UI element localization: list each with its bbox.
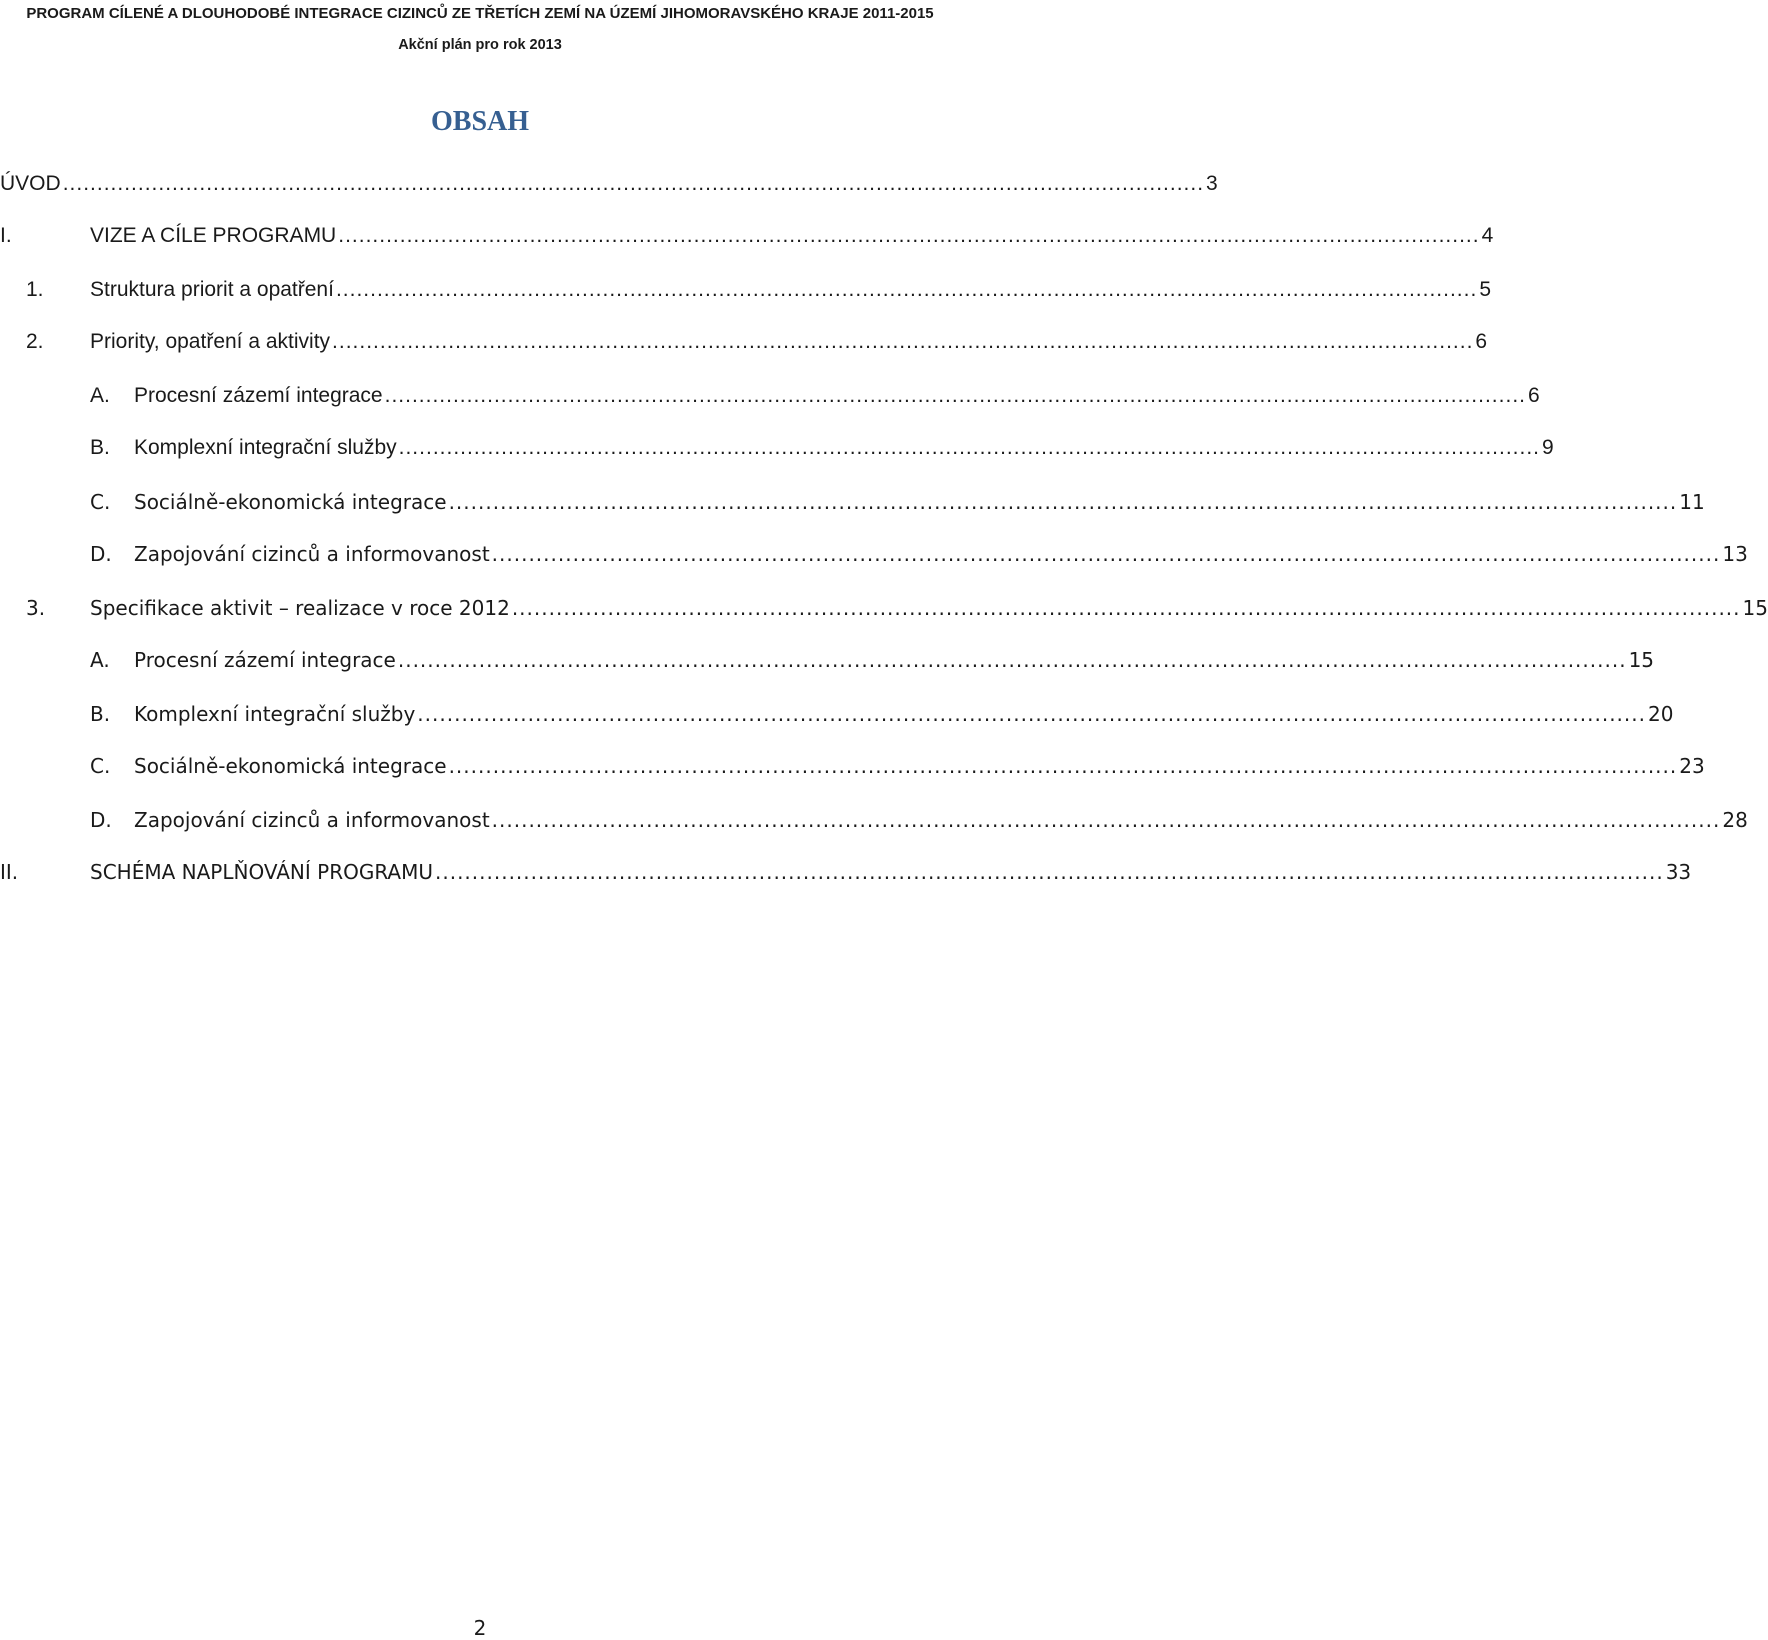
toc-leader-dots: ....................................................................................................................................................................... xyxy=(448,754,1678,778)
toc-entry-title: Procesní zázemí integrace xyxy=(134,380,385,412)
toc-entry-page: 6 xyxy=(1526,380,1540,412)
toc-entry-procesni-2[interactable] xyxy=(0,644,1655,676)
toc-entry-number: 2. xyxy=(26,330,44,353)
toc-entry-number: C. xyxy=(90,754,111,778)
toc-entry-zapojovani-2[interactable] xyxy=(0,804,1748,836)
toc-entry-title: Struktura priorit a opatření xyxy=(90,274,336,306)
toc-entry-page: 13 xyxy=(1720,538,1747,570)
toc-entry-socialne-1[interactable] xyxy=(0,486,1705,518)
toc-leader-dots: ....................................................................................................................................................................... xyxy=(448,490,1678,514)
running-header-title: PROGRAM CÍLENÉ A DLOUHODOBÉ INTEGRACE CIZINCŮ ZE TŘETÍCH ZEMÍ NA ÚZEMÍ JIHOMORAVSKÉHO KRAJE 2011-2015 xyxy=(26,5,934,22)
toc-entry-title: Zapojování cizinců a informovanost xyxy=(134,804,492,836)
toc-entry-schema[interactable] xyxy=(0,856,1692,888)
toc-leader-dots: ....................................................................................................................................................................... xyxy=(62,172,1205,195)
toc-entry-number: 1. xyxy=(26,278,44,301)
toc-entry-page: 15 xyxy=(1741,592,1768,624)
toc-entry-zapojovani-1[interactable] xyxy=(0,538,1748,570)
toc-entry-priority[interactable] xyxy=(0,326,1488,358)
toc-entry-uvod[interactable] xyxy=(0,168,1218,200)
toc-leader-dots: ....................................................................................................................................................................... xyxy=(417,702,1646,726)
toc-leader-dots: ....................................................................................................................................................................... xyxy=(398,436,1540,459)
toc-leader-dots: ....................................................................................................................................................................... xyxy=(397,648,1627,672)
toc-entry-page: 33 xyxy=(1664,856,1691,888)
toc-leader-dots: ....................................................................................................................................................................... xyxy=(491,808,1721,832)
toc-entry-socialne-2[interactable] xyxy=(0,750,1705,782)
toc-entry-title: Sociálně-ekonomická integrace xyxy=(134,750,449,782)
toc-entry-title: SCHÉMA NAPLŇOVÁNÍ PROGRAMU xyxy=(90,856,435,888)
running-header-subtitle: Akční plán pro rok 2013 xyxy=(398,37,562,53)
toc-leader-dots: ....................................................................................................................................................................... xyxy=(384,384,1526,407)
toc-entry-number: A. xyxy=(90,648,110,672)
toc-leader-dots: ....................................................................................................................................................................... xyxy=(332,330,1474,353)
toc-entry-title: VIZE A CÍLE PROGRAMU xyxy=(90,220,338,252)
toc-entry-vize[interactable] xyxy=(0,220,1494,252)
toc-entry-page: 11 xyxy=(1677,486,1704,518)
toc-entry-number: 3. xyxy=(26,596,46,620)
toc-entry-page: 6 xyxy=(1473,326,1487,358)
toc-entry-page: 4 xyxy=(1480,220,1494,252)
toc-entry-specifikace[interactable] xyxy=(0,592,1768,624)
toc-leader-dots: ....................................................................................................................................................................... xyxy=(338,224,1480,247)
toc-entry-procesni-1[interactable] xyxy=(0,380,1540,412)
toc-entry-title: Procesní zázemí integrace xyxy=(134,644,398,676)
toc-entry-number: B. xyxy=(90,702,111,726)
page-number: 2 xyxy=(473,1616,487,1640)
toc-entry-komplexni-2[interactable] xyxy=(0,698,1674,730)
toc-entry-page: 3 xyxy=(1204,168,1218,200)
toc-entry-page: 20 xyxy=(1646,698,1673,730)
toc-entry-number: C. xyxy=(90,490,111,514)
toc-entry-title: Komplexní integrační služby xyxy=(134,698,417,730)
toc-entry-page: 5 xyxy=(1477,274,1491,306)
toc-entry-number: I. xyxy=(0,224,12,247)
toc-entry-number: A. xyxy=(90,384,110,407)
toc-entry-page: 28 xyxy=(1720,804,1747,836)
toc-entry-title: Komplexní integrační služby xyxy=(134,432,399,464)
toc-leader-dots: ....................................................................................................................................................................... xyxy=(335,278,1478,301)
toc-leader-dots: ....................................................................................................................................................................... xyxy=(435,860,1664,884)
toc-entry-title: Specifikace aktivit – realizace v roce 2012 xyxy=(90,592,512,624)
toc-entry-title: ÚVOD xyxy=(0,168,63,200)
toc-entry-number: B. xyxy=(90,436,110,459)
toc-entry-title: Zapojování cizinců a informovanost xyxy=(134,538,492,570)
toc-entry-number: D. xyxy=(90,808,112,832)
toc-leader-dots: ....................................................................................................................................................................... xyxy=(511,596,1741,620)
toc-entry-title: Priority, opatření a aktivity xyxy=(90,326,332,358)
toc-entry-page: 9 xyxy=(1540,432,1554,464)
toc-entry-number: II. xyxy=(0,860,19,884)
toc-heading: OBSAH xyxy=(430,106,530,137)
toc-entry-number: D. xyxy=(90,542,112,566)
toc-leader-dots: ....................................................................................................................................................................... xyxy=(491,542,1721,566)
toc-entry-page: 15 xyxy=(1627,644,1654,676)
toc-entry-struktura[interactable] xyxy=(0,274,1491,306)
toc-entry-title: Sociálně-ekonomická integrace xyxy=(134,486,449,518)
toc-entry-komplexni-1[interactable] xyxy=(0,432,1554,464)
toc-entry-page: 23 xyxy=(1677,750,1704,782)
